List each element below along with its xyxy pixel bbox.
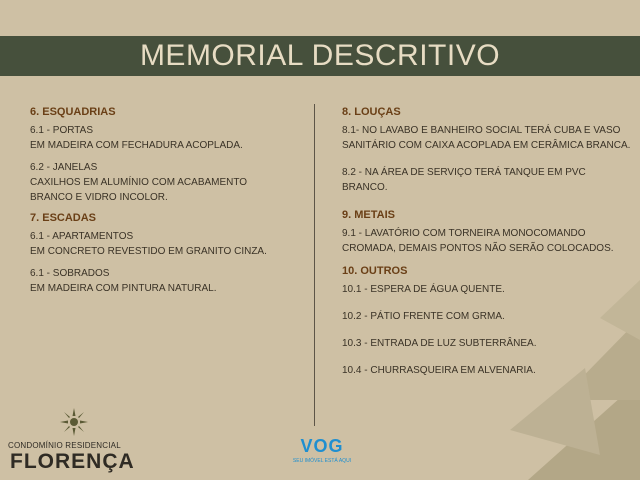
page-title: MEMORIAL DESCRITIVO (139, 39, 501, 72)
vog-tagline: SEU IMÓVEL ESTÁ AQUI (292, 458, 352, 464)
list-item: 10.2 - PÁTIO FRENTE COM GRMA. (342, 311, 505, 322)
list-item: 8.2 - NA ÁREA DE SERVIÇO TERÁ TANQUE EM PVC BRANCO. (342, 167, 586, 193)
sunburst-icon (60, 408, 88, 436)
list-item: 10.4 - CHURRASQUEIRA EM ALVENARIA. (342, 365, 536, 376)
list-item: 6.2 - JANELAS CAXILHOS EM ALUMÍNIO COM ACABAMENTO BRANCO E VIDRO INCOLOR. (30, 162, 248, 203)
section-title: 10. OUTROS (342, 265, 408, 277)
section-escadas (30, 212, 300, 296)
vog-logo (288, 436, 356, 470)
condo-logo (8, 408, 135, 474)
condo-name-line1: CONDOMÍNIO RESIDENCIAL (8, 441, 121, 450)
list-item: 6.1 - SOBRADOS EM MADEIRA COM PINTURA NATURAL. (30, 268, 217, 294)
vog-wordmark: VOG (300, 436, 344, 456)
section-title: 8. LOUÇAS (342, 106, 401, 118)
section-outros (342, 265, 632, 378)
list-item: 8.1- NO LAVABO E BANHEIRO SOCIAL TERÁ CUBA E VASO SANITÁRIO COM CAIXA ACOPLADA EM CERÂMICA BRANCA. (342, 125, 631, 151)
right-column (342, 106, 632, 385)
list-item: 10.3 - ENTRADA DE LUZ SUBTERRÂNEA. (342, 338, 537, 349)
condo-name-line2: FLORENÇA (10, 450, 135, 473)
list-item: 10.1 - ESPERA DE ÁGUA QUENTE. (342, 284, 505, 295)
section-esquadrias (30, 106, 300, 205)
section-title: 6. ESQUADRIAS (30, 106, 116, 118)
list-item: 6.1 - PORTAS EM MADEIRA COM FECHADURA ACOPLADA. (30, 125, 243, 151)
section-title: 9. METAIS (342, 209, 395, 221)
list-item: 6.1 - APARTAMENTOS EM CONCRETO REVESTIDO EM GRANITO CINZA. (30, 231, 267, 257)
column-divider (314, 104, 315, 426)
list-item: 9.1 - LAVATÓRIO COM TORNEIRA MONOCOMANDO CROMADA, DEMAIS PONTOS NÃO SERÃO COLOCADOS. (342, 228, 614, 254)
section-title: 7. ESCADAS (30, 212, 97, 224)
section-loucas (342, 106, 632, 195)
section-metais (342, 209, 632, 256)
left-column (30, 106, 300, 303)
title-banner (0, 36, 640, 76)
